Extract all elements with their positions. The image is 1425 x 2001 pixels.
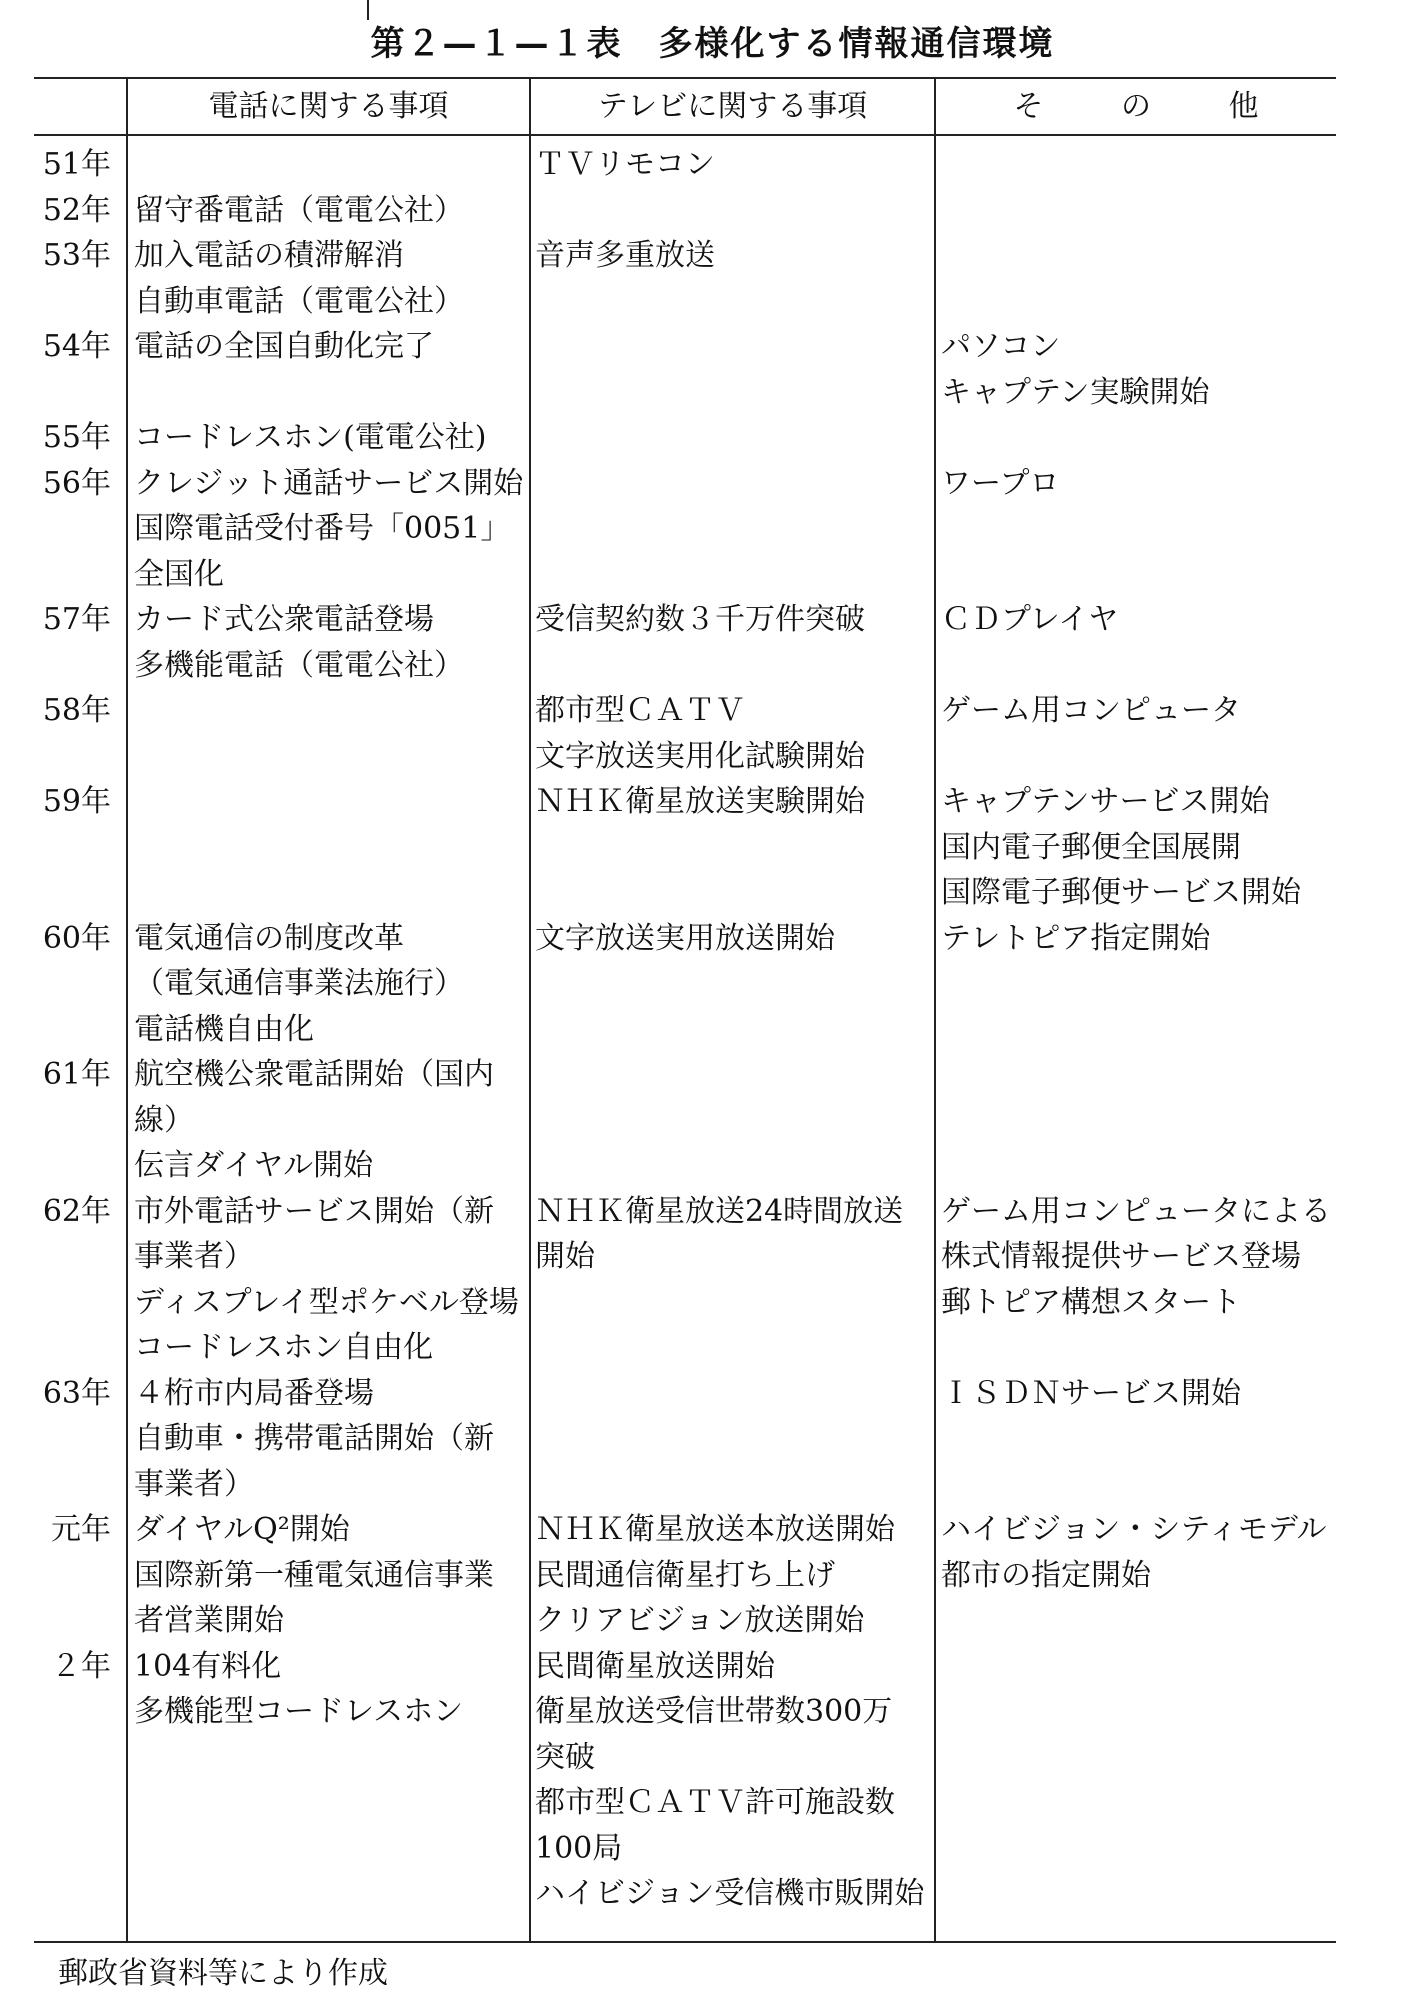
phone-cell — [134, 1507, 494, 1644]
tv-cell — [535, 1507, 895, 1644]
table-row — [34, 188, 1336, 234]
table-row — [34, 415, 1336, 461]
phone-entry: 自動車電話（電電公社） — [134, 283, 464, 319]
table-row — [34, 779, 1336, 916]
tv-entry: 受信契約数３千万件突破 — [535, 602, 865, 637]
header-tv: テレビに関する事項 — [597, 89, 868, 124]
phone-cell — [134, 597, 464, 688]
other-entry: ＣＤプレイヤ — [941, 602, 1119, 637]
phone-entry: 事業者） — [134, 1239, 254, 1274]
other-cell — [941, 779, 1301, 916]
tv-entry: 文字放送実用化試験開始 — [535, 738, 865, 774]
phone-entry: 国際電話受付番号「0051」 — [134, 511, 511, 546]
year-cell: 62年 — [42, 1193, 111, 1229]
year-cell: 52年 — [42, 192, 111, 228]
year-cell: 61年 — [42, 1057, 111, 1092]
phone-cell — [134, 324, 434, 370]
phone-entry: 多機能電話（電電公社） — [134, 647, 464, 683]
phone-cell — [134, 1189, 519, 1371]
year-cell: 51年 — [42, 147, 111, 182]
table-row — [34, 1052, 1336, 1189]
tv-entry: 衛星放送受信世帯数300万 — [535, 1694, 893, 1729]
tv-cell — [535, 142, 715, 188]
other-entry: 株式情報提供サービス登場 — [941, 1239, 1301, 1274]
phone-cell — [134, 415, 487, 461]
phone-cell — [134, 1371, 494, 1508]
tv-cell — [535, 688, 865, 779]
table-row — [34, 916, 1336, 1053]
phone-entry: 国際新第一種電気通信事業 — [134, 1557, 494, 1593]
tv-entry: 文字放送実用放送開始 — [535, 920, 835, 956]
phone-entry: 全国化 — [134, 556, 224, 592]
phone-entry: 電気通信の制度改革 — [134, 920, 404, 956]
year-cell: 57年 — [42, 602, 111, 637]
phone-entry: 加入電話の積滞解消 — [134, 238, 404, 273]
phone-entry: 者営業開始 — [134, 1603, 284, 1638]
other-entry: テレトピア指定開始 — [941, 920, 1211, 956]
table-row — [34, 461, 1336, 598]
other-cell — [941, 688, 1241, 734]
table-row — [34, 1507, 1336, 1644]
phone-entry: 事業者） — [134, 1466, 254, 1502]
tv-cell — [535, 597, 865, 643]
year-cell: 元年 — [51, 1512, 111, 1547]
tv-entry: ＴＶリモコン — [535, 147, 715, 182]
year-cell: 56年 — [42, 465, 111, 501]
phone-cell — [134, 188, 464, 234]
phone-entry: クレジット通話サービス開始 — [134, 465, 524, 501]
header-other: そ の 他 — [1013, 89, 1293, 124]
phone-cell — [134, 461, 523, 598]
table-row — [34, 1371, 1336, 1508]
table-title: 第２—１—１表 多様化する情報通信環境 — [370, 24, 1055, 64]
other-entry: ＩＳＤＮサービス開始 — [941, 1375, 1241, 1411]
phone-cell — [134, 233, 464, 324]
tv-entry: 都市型ＣＡＴＶ — [535, 693, 745, 728]
phone-entry: 市外電話サービス開始（新 — [134, 1193, 494, 1229]
table-row — [34, 597, 1336, 688]
other-entry: 国内電子郵便全国展開 — [941, 829, 1241, 865]
tv-entry: 突破 — [535, 1739, 595, 1775]
phone-entry: 線） — [134, 1102, 194, 1138]
other-entry: キャプテンサービス開始 — [941, 784, 1270, 819]
tv-entry: 都市型ＣＡＴＶ許可施設数 — [535, 1785, 895, 1820]
phone-entry: 伝言ダイヤル開始 — [134, 1148, 374, 1183]
phone-entry: （電気通信事業法施行） — [134, 966, 464, 1001]
other-cell — [941, 1507, 1327, 1598]
other-cell — [941, 916, 1210, 962]
table-body — [34, 136, 1336, 1917]
tv-entry: 100局 — [535, 1830, 623, 1866]
phone-entry: 電話の全国自動化完了 — [134, 329, 434, 364]
other-entry: ゲーム用コンピュータ — [941, 693, 1241, 728]
other-cell — [941, 461, 1060, 507]
other-entry: 都市の指定開始 — [941, 1557, 1151, 1593]
tv-cell — [535, 916, 835, 962]
tv-entry: ＮＨＫ衛星放送本放送開始 — [535, 1512, 895, 1547]
year-cell: 59年 — [42, 784, 111, 819]
other-cell — [941, 1189, 1331, 1326]
table-row — [34, 1644, 1336, 1917]
tv-entry: ＮＨＫ衛星放送実験開始 — [535, 784, 865, 819]
phone-entry: 自動車・携帯電話開始（新 — [134, 1421, 494, 1456]
phone-cell — [134, 1644, 463, 1735]
phone-cell — [134, 1052, 494, 1189]
phone-cell — [134, 916, 464, 1053]
table-row — [34, 142, 1336, 188]
other-entry: ワープロ — [941, 465, 1060, 501]
other-cell — [941, 597, 1118, 643]
tv-entry: クリアビジョン放送開始 — [535, 1603, 865, 1638]
table-row — [34, 324, 1336, 415]
other-entry: キャプテン実験開始 — [941, 374, 1210, 410]
year-cell: 55年 — [42, 420, 111, 455]
phone-entry: ダイヤルQ²開始 — [134, 1512, 350, 1547]
tv-cell — [535, 779, 865, 825]
tv-cell — [535, 1189, 903, 1280]
phone-entry: カード式公衆電話登場 — [134, 602, 434, 637]
phone-entry: 多機能型コードレスホン — [134, 1694, 464, 1729]
table-row — [34, 688, 1336, 779]
phone-entry: ４桁市内局番登場 — [134, 1375, 374, 1411]
phone-entry: コードレスホン自由化 — [134, 1330, 434, 1365]
tv-cell — [535, 1644, 924, 1917]
phone-entry: コードレスホン(電電公社) — [134, 420, 487, 455]
year-cell: ２年 — [51, 1648, 111, 1684]
phone-entry: 電話機自由化 — [134, 1011, 314, 1047]
table-row — [34, 1189, 1336, 1371]
tv-entry: 開始 — [535, 1239, 595, 1274]
other-cell — [941, 324, 1210, 415]
phone-entry: 留守番電話（電電公社） — [134, 192, 464, 228]
tv-entry: 民間衛星放送開始 — [535, 1648, 775, 1684]
year-cell: 58年 — [42, 693, 111, 728]
phone-entry: 104有料化 — [134, 1648, 282, 1684]
other-entry: 国際電子郵便サービス開始 — [941, 875, 1301, 910]
year-cell: 54年 — [42, 329, 111, 364]
year-cell: 53年 — [42, 238, 111, 273]
phone-entry: 航空機公衆電話開始（国内 — [134, 1057, 494, 1092]
other-entry: パソコン — [941, 329, 1061, 364]
year-cell: 63年 — [42, 1375, 111, 1411]
source-note: 郵政省資料等により作成 — [58, 1956, 388, 1991]
tv-entry: 民間通信衛星打ち上げ — [535, 1557, 835, 1593]
other-entry: ハイビジョン・シティモデル — [941, 1512, 1327, 1547]
year-cell: 60年 — [42, 920, 111, 956]
table-row — [34, 233, 1336, 324]
tv-cell — [535, 233, 715, 279]
other-cell — [941, 1371, 1241, 1417]
other-entry: ゲーム用コンピュータによる — [941, 1193, 1331, 1229]
header-phone: 電話に関する事項 — [208, 89, 449, 124]
info-table — [34, 77, 1336, 1943]
tv-entry: 音声多重放送 — [535, 238, 715, 273]
tv-entry: ＮＨＫ衛星放送24時間放送 — [535, 1193, 904, 1229]
tv-entry: ハイビジョン受信機市販開始 — [535, 1876, 925, 1911]
other-entry: 郵トピア構想スタート — [941, 1284, 1241, 1320]
phone-entry: ディスプレイ型ポケベル登場 — [134, 1284, 519, 1320]
